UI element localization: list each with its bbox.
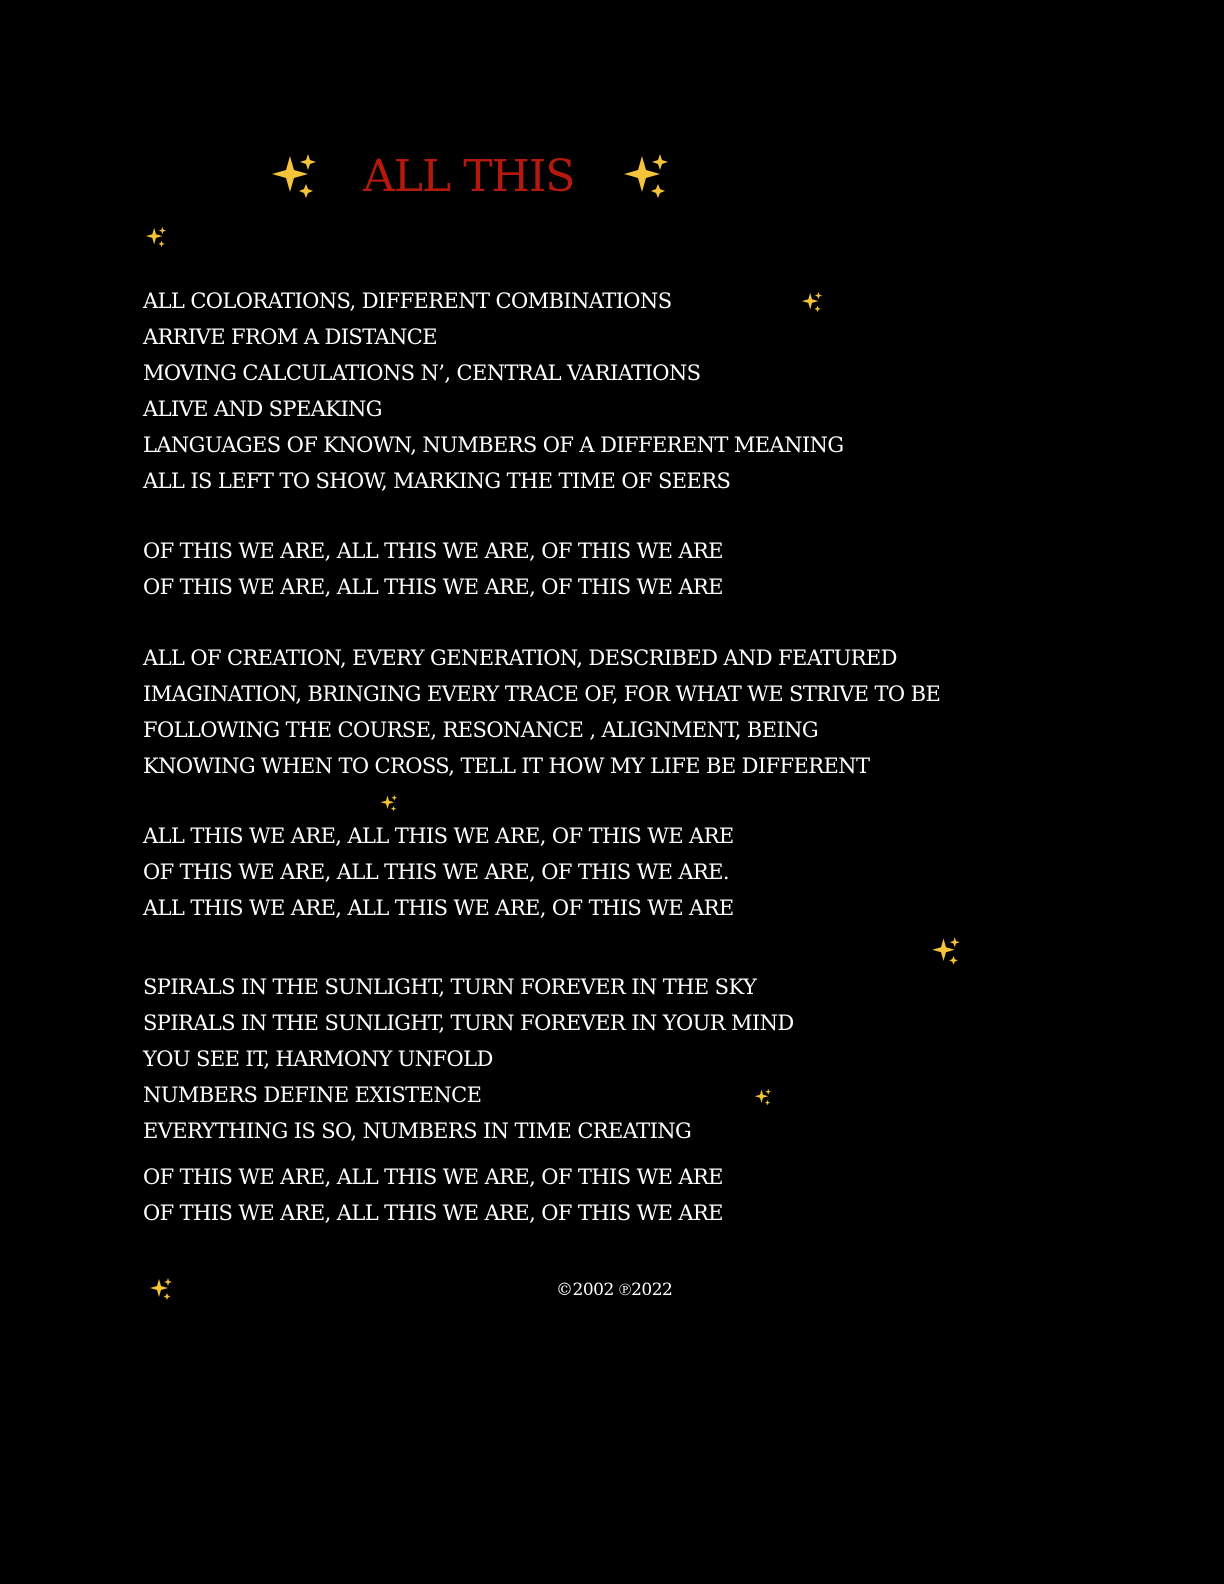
poem-line: ALL IS LEFT TO SHOW, MARKING THE TIME OF SEERS [143, 469, 731, 493]
stanza [143, 1159, 1143, 1231]
poem-line: KNOWING WHEN TO CROSS, TELL IT HOW MY LIFE BE DIFFERENT [143, 754, 870, 778]
sparkles-icon [145, 226, 167, 248]
sparkles-icon [380, 794, 398, 812]
poem-line: ALL THIS WE ARE, ALL THIS WE ARE, OF THIS WE ARE [143, 824, 734, 848]
stanza [143, 283, 1143, 499]
poem-line: FOLLOWING THE COURSE, RESONANCE , ALIGNMENT, BEING [143, 718, 819, 742]
poem-line: YOU SEE IT, HARMONY UNFOLD [143, 1047, 493, 1071]
stanza [143, 533, 1143, 605]
poem-line: OF THIS WE ARE, ALL THIS WE ARE, OF THIS WE ARE. [143, 860, 729, 884]
poem-line: SPIRALS IN THE SUNLIGHT, TURN FOREVER IN YOUR MIND [143, 1011, 794, 1035]
poem-line: ALIVE AND SPEAKING [143, 397, 382, 421]
stanza [143, 818, 1143, 926]
poem-line: ALL THIS WE ARE, ALL THIS WE ARE, OF THIS WE ARE [143, 896, 734, 920]
poem-title: ALL THIS [363, 151, 575, 202]
sparkles-icon [931, 936, 961, 966]
stanza [143, 640, 1143, 784]
poem-line: EVERYTHING IS SO, NUMBERS IN TIME CREATING [143, 1119, 692, 1143]
poem-line: ALL OF CREATION, EVERY GENERATION, DESCRIBED AND FEATURED [143, 646, 897, 670]
sparkles-icon [622, 152, 670, 200]
copyright-notice: ©2002 ℗2022 [556, 1280, 673, 1300]
title-row [270, 148, 690, 208]
sparkles-icon [270, 152, 318, 200]
poem-line: ARRIVE FROM A DISTANCE [143, 325, 437, 349]
poem-line: SPIRALS IN THE SUNLIGHT, TURN FOREVER IN THE SKY [143, 975, 757, 999]
poem-line: LANGUAGES OF KNOWN, NUMBERS OF A DIFFERENT MEANING [143, 433, 844, 457]
poem-line: OF THIS WE ARE, ALL THIS WE ARE, OF THIS WE ARE [143, 539, 723, 563]
poem-line: ALL COLORATIONS, DIFFERENT COMBINATIONS [143, 289, 672, 313]
poem-line: OF THIS WE ARE, ALL THIS WE ARE, OF THIS WE ARE [143, 1201, 723, 1225]
stanza [143, 969, 1143, 1149]
sparkles-icon [149, 1277, 173, 1301]
poem-line: OF THIS WE ARE, ALL THIS WE ARE, OF THIS WE ARE [143, 575, 723, 599]
poem-line: NUMBERS DEFINE EXISTENCE [143, 1083, 482, 1107]
poem-line: MOVING CALCULATIONS N’, CENTRAL VARIATIONS [143, 361, 701, 385]
poem-line: OF THIS WE ARE, ALL THIS WE ARE, OF THIS WE ARE [143, 1165, 723, 1189]
poem-line: IMAGINATION, BRINGING EVERY TRACE OF, FOR WHAT WE STRIVE TO BE [143, 682, 941, 706]
